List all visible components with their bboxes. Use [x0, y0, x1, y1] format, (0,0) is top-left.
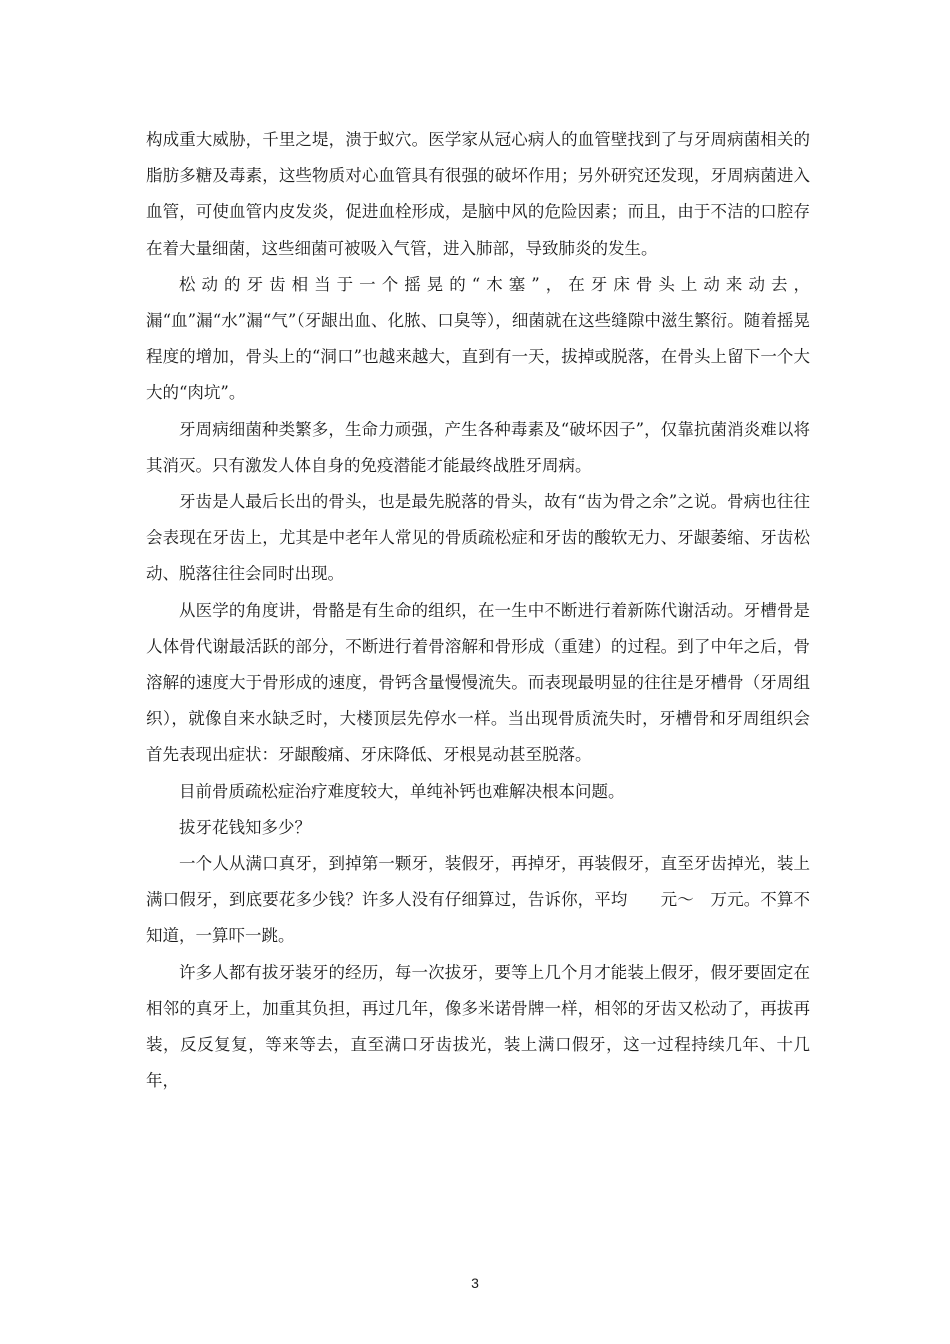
paragraph-1: 构成重大威胁，千里之堤，溃于蚁穴。医学家从冠心病人的血管壁找到了与牙周病菌相关的脂肪多糖及毒素，这些物质对心血管具有很强的破坏作用；另外研究还发现，牙周病菌进入血管，可使血管内皮发炎，促进血栓形成，是脑中风的危险因素；而且，由于不洁的口腔存在着大量细菌，这些细菌可被吸入气管，进入肺部，导致肺炎的发生。 — [146, 130, 810, 258]
body-text — [146, 122, 810, 1099]
paragraph-7: 一个人从满口真牙，到掉第一颗牙，装假牙，再掉牙，再装假牙，直至牙齿掉光，装上满口假牙，到底要花多少钱？许多人没有仔细算过，告诉你，平均 元～ 万元。不算不知道，一算吓一跳。 — [146, 854, 810, 946]
paragraph-5: 从医学的角度讲，骨骼是有生命的组织，在一生中不断进行着新陈代谢活动。牙槽骨是人体骨代谢最活跃的部分，不断进行着骨溶解和骨形成（重建）的过程。到了中年之后，骨溶解的速度大于骨形成的速度，骨钙含量慢慢流失。而表现最明显的往往是牙槽骨（牙周组织），就像自来水缺乏时，大楼顶层先停水一样。当出现骨质流失时，牙槽骨和牙周组织会首先表现出症状：牙龈酸痛、牙床降低、牙根晃动甚至脱落。 — [146, 600, 810, 765]
paragraph-3: 牙周病细菌种类繁多，生命力顽强，产生各种毒素及“破坏因子”，仅靠抗菌消炎难以将其消灭。只有激发人体自身的免疫潜能才能最终战胜牙周病。 — [146, 419, 810, 475]
section-heading: 拔牙花钱知多少？ — [179, 817, 311, 837]
paragraph-4: 牙齿是人最后长出的骨头，也是最先脱落的骨头，故有“齿为骨之余”之说。骨病也往往会表现在牙齿上，尤其是中老年人常见的骨质疏松症和牙齿的酸软无力、牙龈萎缩、牙齿松动、脱落往往会同时出现。 — [146, 492, 810, 584]
paragraph-2: 松动的牙齿相当于一个摇晃的“木塞”，在牙床骨头上动来动去，漏“血”漏“水”漏“气”（牙龈出血、化脓、口臭等），细菌就在这些缝隙中滋生繁衍。随着摇晃程度的增加，骨头上的“洞口”也越来越大，直到有一天，拔掉或脱落，在骨头上留下一个大大的“肉坑”。 — [146, 274, 810, 403]
page-number: 3 — [471, 1275, 479, 1291]
paragraph-8: 许多人都有拔牙装牙的经历，每一次拔牙，要等上几个月才能装上假牙，假牙要固定在相邻的真牙上，加重其负担，再过几年，像多米诺骨牌一样，相邻的牙齿又松动了，再拔再装，反反复复，等来等去，直至满口牙齿拔光，装上满口假牙，这一过程持续几年、十几年， — [146, 962, 810, 1091]
paragraph-6: 目前骨质疏松症治疗难度较大，单纯补钙也难解决根本问题。 — [179, 781, 625, 801]
